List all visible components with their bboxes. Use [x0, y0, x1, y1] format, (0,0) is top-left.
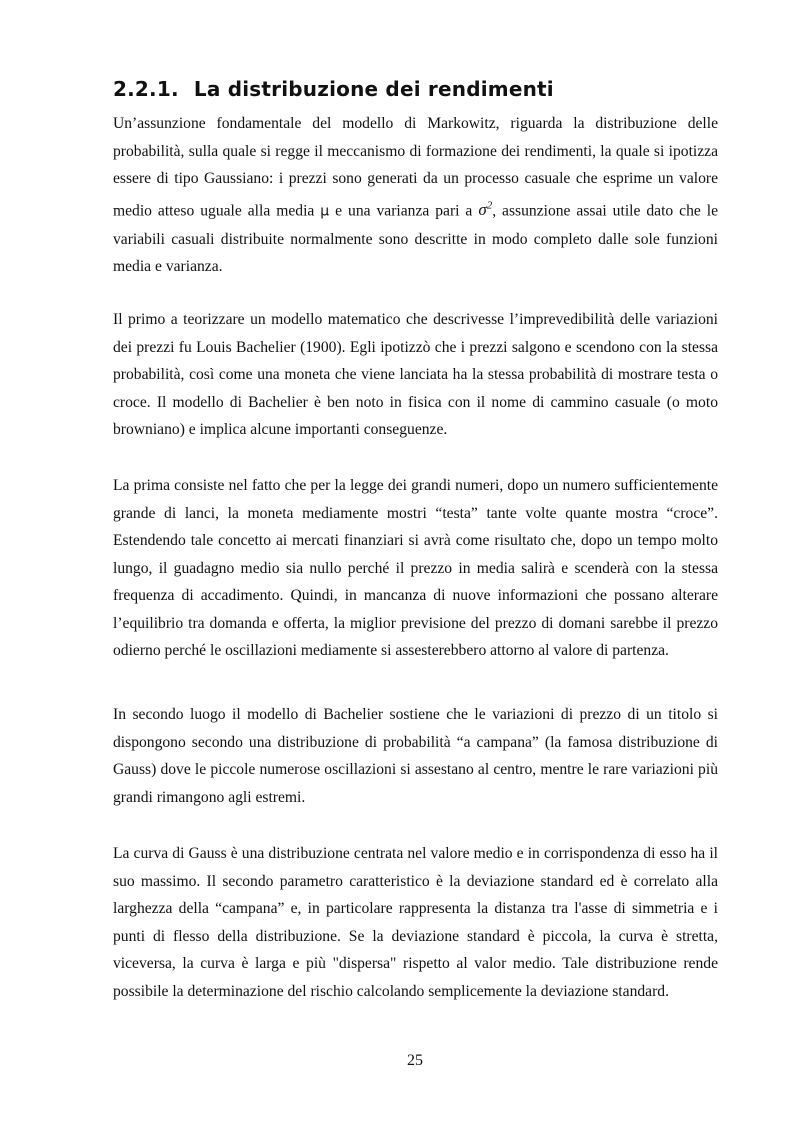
mu-symbol: μ — [320, 203, 330, 220]
paragraph-5: La curva di Gauss è una distribuzione centrata nel valore medio e in corrispondenza di esso ha il suo massimo. Il secondo parametro caratteristico è la deviazione standard ed è correlato alla larghezza della “campana” e, in particolare rappresenta la distanza tra l'asse di simmetria e i punti di flesso della distribuzione. Se la deviazione standard è piccola, la curva è stretta, viceversa, la curva è larga e più "dispersa" rispetto al valor medio. Tale distribuzione rende possibile la determinazione del rischio calcolando semplicemente la deviazione standard. — [113, 845, 718, 1000]
paragraph-1-text-b: e una varianza pari a — [329, 202, 479, 220]
page-number: 25 — [407, 1052, 423, 1069]
sigma-squared-symbol — [478, 200, 492, 219]
paragraph-4: In secondo luogo il modello di Bachelier sostiene che le variazioni di prezzo di un titolo si dispongono secondo una distribuzione di probabilità “a campana” (la famosa distribuzione di Gauss) dove le piccole numerose oscillazioni si assestano al centro, mentre le rare variazioni più grandi rimangono agli estremi. — [113, 706, 718, 806]
section-title: La distribuzione dei rendimenti — [193, 77, 554, 101]
paragraph-3: La prima consiste nel fatto che per la legge dei grandi numeri, dopo un numero sufficientemente grande di lanci, la moneta mediamente mostri “testa” tante volte quante mostra “croce”. Estendendo tale concetto ai mercati finanziari si avrà come risultato che, dopo un tempo molto lungo, il guadagno medio sia nullo perché il prezzo in media salirà e scenderà con la stessa frequenza di accadimento. Quindi, in mancanza di nuove informazioni che possano alterare l’equilibrio tra domanda e offerta, la miglior previsione del prezzo di domani sarebbe il prezzo odierno perché le oscillazioni mediamente si assesterebbero attorno al valore di partenza. — [113, 477, 718, 659]
paragraph-1-text-c: , assunzione assai utile dato che le variabili casuali distribuite normalmente sono descritte in modo completo dalle sole funzioni media e varianza. — [113, 202, 718, 276]
paragraph-2: Il primo a teorizzare un modello matematico che descrivesse l’imprevedibilità delle variazioni dei prezzi fu Louis Bachelier (1900). Egli ipotizzò che i prezzi salgono e scendono con la stessa probabilità, così come una moneta che viene lanciata ha la stessa probabilità di mostrare testa o croce. Il modello di Bachelier è ben noto in fisica con il nome di cammino casuale (o moto browniano) e implica alcune importanti conseguenze. — [113, 311, 718, 438]
section-number: 2.2.1. — [113, 77, 179, 101]
paragraph-1 — [113, 110, 718, 281]
sigma-exponent: 2 — [486, 199, 493, 212]
sigma-symbol: σ — [478, 200, 487, 220]
section-heading — [113, 74, 713, 104]
paragraph-1-text-a: Un’assunzione fondamentale del modello di Markowitz, riguarda la distribuzione delle probabilità, sulla quale si regge il meccanismo di formazione dei rendimenti, la quale si ipotizza essere di tipo Gaussiano: i prezzi sono generati da un processo casuale che esprime un valore medio atteso uguale alla media — [113, 115, 718, 220]
